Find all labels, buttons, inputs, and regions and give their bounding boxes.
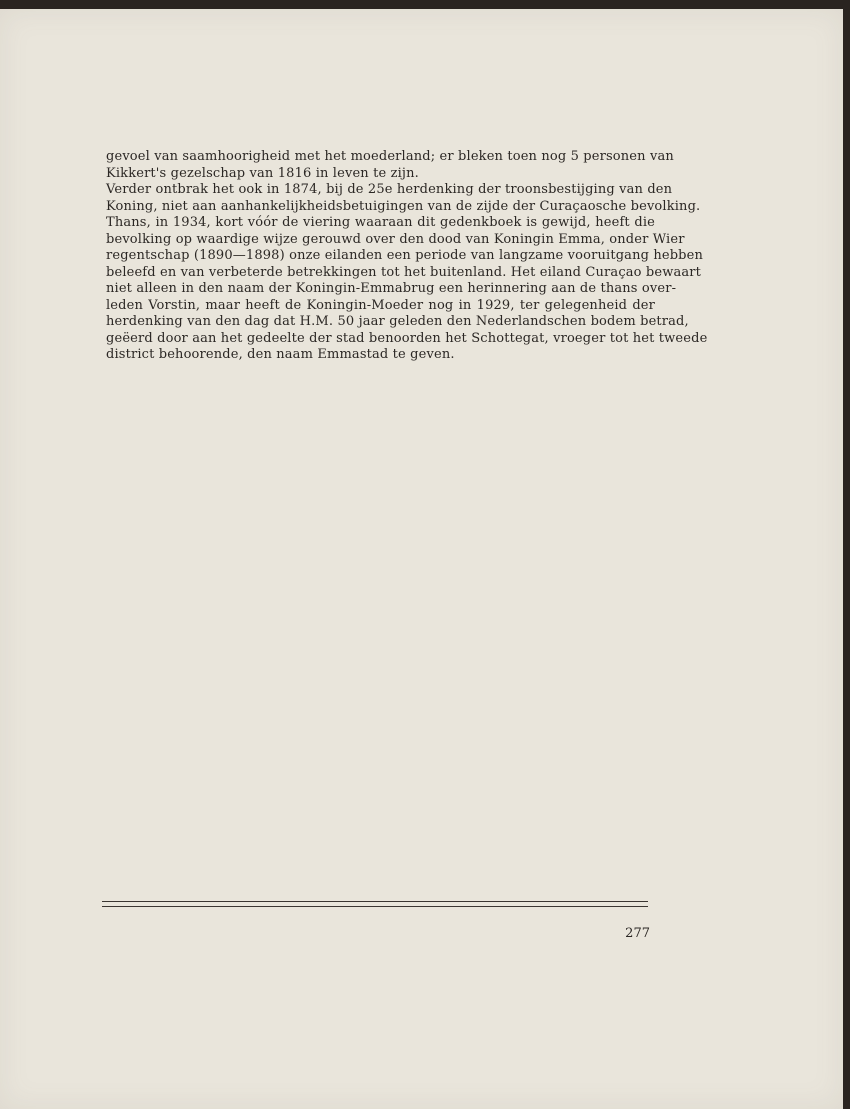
- text-line: Thans, in 1934, kort vóór de viering waaraan dit gedenkboek is gewijd, heeft die: [106, 215, 655, 230]
- book-page: [0, 9, 843, 1109]
- scan-edge: [843, 0, 850, 1109]
- text-line: Koning, niet aan aanhankelijkheidsbetuigingen van de zijde der Curaçaosche bevolking.: [106, 198, 701, 214]
- text-line: Verder ontbrak het ook in 1874, bij de 25e herdenking der troonsbestijging van den: [106, 182, 673, 197]
- text-line: bevolking op waardige wijze gerouwd over den dood van Koningin Emma, onder Wier: [106, 231, 685, 247]
- footer-rule-bottom: [102, 906, 648, 907]
- text-line: gevoel van saamhoorigheid met het moederland; er bleken toen nog 5 personen van: [106, 149, 674, 164]
- page-number: 277: [625, 926, 650, 941]
- text-line: regentschap (1890—1898) onze eilanden een periode van langzame vooruitgang hebben: [106, 248, 704, 263]
- text-line: geëerd door aan het gedeelte der stad benoorden het Schottegat, vroeger tot het tweede: [106, 330, 708, 346]
- text-line: leden Vorstin, maar heeft de Koningin-Moeder nog in 1929, ter gelegenheid der: [106, 297, 655, 313]
- body-text: [106, 149, 708, 364]
- footer-rule-top: [102, 901, 648, 902]
- text-line: district behoorende, den naam Emmastad te geven.: [106, 347, 455, 362]
- text-line: herdenking van den dag dat H.M. 50 jaar geleden den Nederlandschen bodem betrad,: [106, 314, 689, 329]
- text-line: beleefd en van verbeterde betrekkingen tot het buitenland. Het eiland Curaçao bewaart: [106, 264, 702, 280]
- text-line: Kikkert's gezelschap van 1816 in leven te zijn.: [106, 165, 419, 181]
- text-line: niet alleen in den naam der Koningin-Emmabrug een herinnering aan de thans over-: [106, 281, 677, 296]
